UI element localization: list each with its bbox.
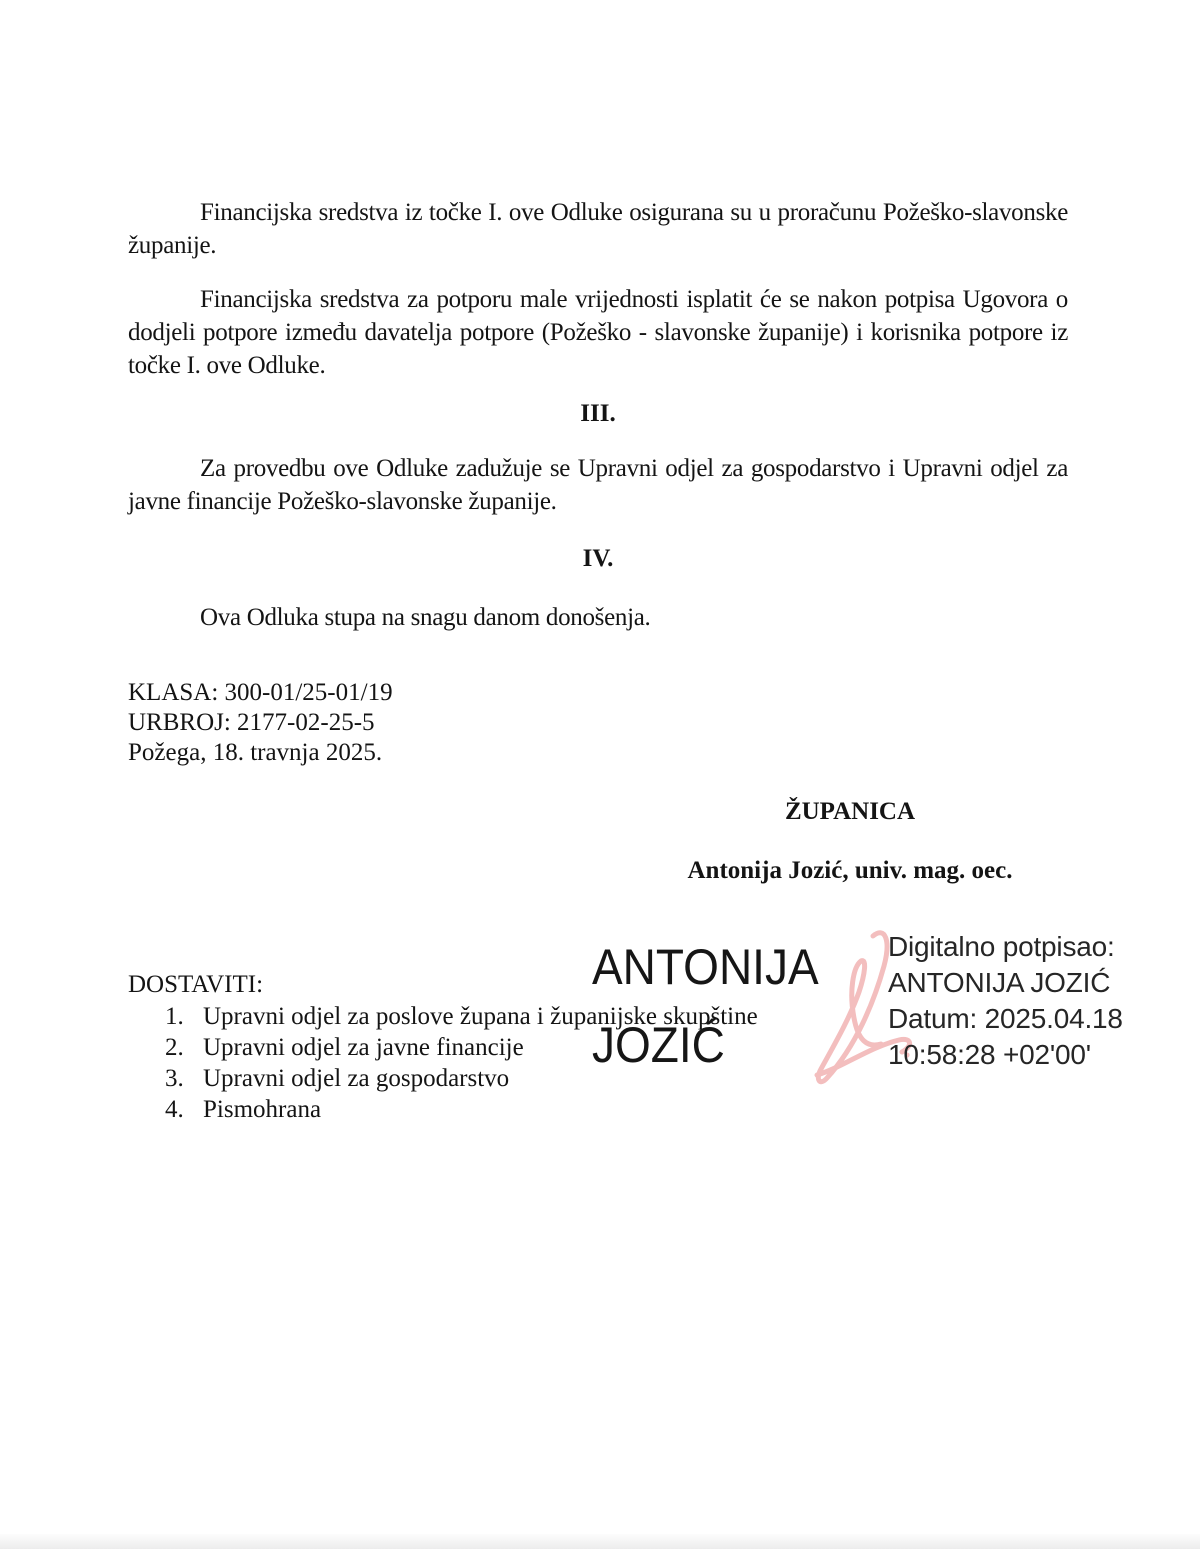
- section-heading-iii: III.: [580, 400, 616, 427]
- signatory-title: ŽUPANICA: [784, 798, 916, 825]
- paragraph-budget: Financijska sredstva iz točke I. ove Odluke osigurana su u proračunu Požeško-slavonske županije.: [128, 199, 1068, 259]
- section-heading-iv: IV.: [582, 545, 614, 572]
- stamp-name-line-2: JOZIĆ: [592, 1017, 725, 1073]
- distribution-list-item: [165, 1094, 865, 1125]
- place-date-line: Požega, 18. travnja 2025.: [128, 739, 383, 766]
- distribution-list: [165, 1001, 865, 1125]
- reference-block: [128, 678, 728, 768]
- list-item-number: 4.: [165, 1096, 184, 1123]
- signature-info-line-2: ANTONIJA JOZIĆ: [888, 967, 1111, 998]
- urbroj-line: URBROJ: 2177-02-25-5: [128, 709, 375, 736]
- list-item-text: Upravni odjel za poslove župana i županijske skupštine: [203, 1003, 758, 1030]
- signature-info-line-1: Digitalno potpisao:: [888, 931, 1115, 962]
- list-item-number: 1.: [165, 1003, 184, 1030]
- paragraph-payment: Financijska sredstva za potporu male vrijednosti isplatit će se nakon potpisa Ugovora o dodjeli potpore između davatelja potpore (Požeško - slavonske županije) i korisnika potpore iz točke I. ove Odluke.: [128, 286, 1068, 379]
- signatory-name: Antonija Jozić, univ. mag. oec.: [687, 857, 1013, 884]
- distribution-list-item: [165, 1063, 865, 1094]
- signature-info-line-4: 10:58:28 +02'00': [888, 1039, 1091, 1070]
- paragraph-effective-date: Ova Odluka stupa na snagu danom donošenja.: [200, 604, 651, 631]
- klasa-line: KLASA: 300-01/25-01/19: [128, 679, 393, 706]
- list-item-text: Upravni odjel za javne financije: [203, 1034, 524, 1061]
- digital-signature-details: [888, 929, 1188, 1073]
- list-item-number: 3.: [165, 1065, 184, 1092]
- distribution-list-item: [165, 1001, 865, 1032]
- distribution-heading: DOSTAVITI:: [128, 971, 264, 998]
- list-item-text: Pismohrana: [203, 1096, 322, 1123]
- paragraph-implementation: Za provedbu ove Odluke zadužuje se Upravni odjel za gospodarstvo i Upravni odjel za javne financije Požeško-slavonske županije.: [128, 455, 1068, 515]
- scan-edge-shadow: [0, 1534, 1200, 1549]
- list-item-number: 2.: [165, 1034, 184, 1061]
- distribution-list-item: [165, 1032, 865, 1063]
- signature-info-line-3: Datum: 2025.04.18: [888, 1003, 1123, 1034]
- stamp-name-line-1: ANTONIJA: [592, 939, 819, 995]
- list-item-text: Upravni odjel za gospodarstvo: [203, 1065, 510, 1092]
